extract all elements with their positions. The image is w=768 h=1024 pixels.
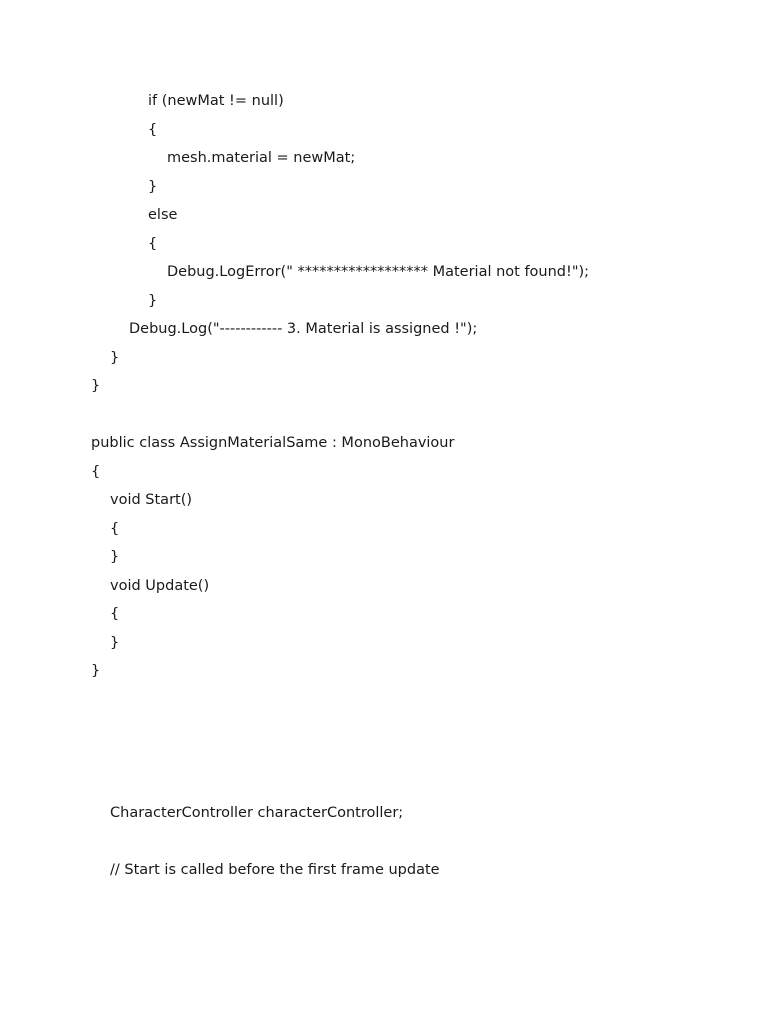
code-line: Debug.LogError(" ****************** Material not found!"); xyxy=(167,264,590,280)
code-line: } xyxy=(148,179,158,195)
code-line: } xyxy=(110,549,120,565)
code-line: void Start() xyxy=(110,492,193,508)
code-line: { xyxy=(148,236,158,252)
code-line: { xyxy=(110,521,120,537)
code-comment-line: // Start is called before the first frame update xyxy=(110,862,440,878)
code-line: } xyxy=(110,350,120,366)
code-line: Debug.Log("------------ 3. Material is assigned !"); xyxy=(129,321,478,337)
code-line: } xyxy=(110,635,120,651)
code-line: } xyxy=(91,663,101,679)
code-line: void Update() xyxy=(110,578,210,594)
code-line: CharacterController characterController; xyxy=(110,805,404,821)
code-line: else xyxy=(148,207,178,223)
code-line: mesh.material = newMat; xyxy=(167,150,356,166)
code-line: } xyxy=(91,378,101,394)
code-line: } xyxy=(148,293,158,309)
code-line: { xyxy=(110,606,120,622)
code-line: { xyxy=(91,464,101,480)
code-line: public class AssignMaterialSame : MonoBehaviour xyxy=(91,435,455,451)
code-line: { xyxy=(148,122,158,138)
code-line: if (newMat != null) xyxy=(148,93,284,109)
